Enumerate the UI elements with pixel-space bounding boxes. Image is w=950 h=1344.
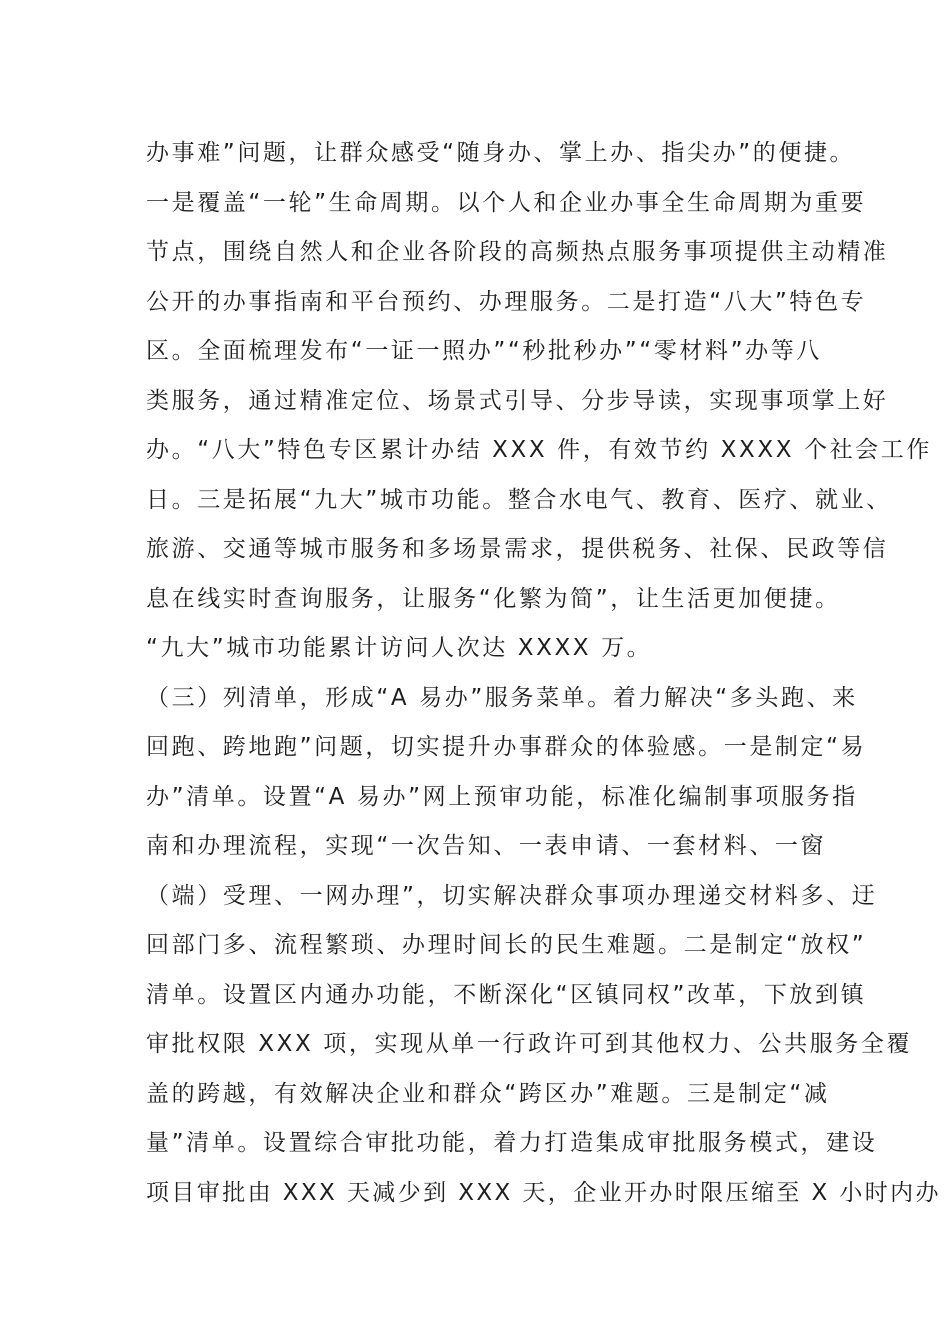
text-line: 审批权限 XXX 项，实现从单一行政许可到其他权力、公共服务全覆 xyxy=(146,1031,913,1057)
section-heading-line: （三）列清单，形成“A 易办”服务菜单。着力解决“多头跑、来 xyxy=(146,684,858,711)
text-line: 回跑、跨地跑”问题，切实提升办事群众的体验感。一是制定“易 xyxy=(146,734,867,760)
text-line: “九大”城市功能累计访问人次达 XXXX 万。 xyxy=(146,635,653,661)
text-line: 清单。设置区内通办功能，不断深化“区镇同权”改革，下放到镇 xyxy=(146,981,867,1008)
text-line: 项目审批由 XXX 天减少到 XXX 天，企业开办时限压缩至 X 小时内办 xyxy=(146,1179,941,1206)
text-line: 节点，围绕自然人和企业各阶段的高频热点服务事项提供主动精准 xyxy=(146,239,889,265)
text-line: （端）受理、一网办理”，切实解决群众事项办理递交材料多、迂 xyxy=(146,882,878,909)
text-line: 办事难”问题，让群众感受“随身办、掌上办、指尖办”的便捷。 xyxy=(146,140,856,166)
text-line: 办”清单。设置“A 易办”网上预审功能，标准化编制事项服务指 xyxy=(146,783,858,810)
text-line: 回部门多、流程繁琐、办理时间长的民生难题。二是制定“放权” xyxy=(146,932,867,958)
text-line: 一是覆盖“一轮”生命周期。以个人和企业办事全生命周期为重要 xyxy=(146,189,867,216)
text-line: 公开的办事指南和平台预约、办理服务。二是打造“八大”特色专 xyxy=(146,288,867,315)
text-line: 旅游、交通等城市服务和多场景需求，提供税务、社保、民政等信 xyxy=(146,536,889,562)
text-line: 量”清单。设置综合审批功能，着力打造集成审批服务模式，建设 xyxy=(146,1130,878,1156)
text-line: 日。三是拓展“九大”城市功能。整合水电气、教育、医疗、就业、 xyxy=(146,486,892,513)
text-line: 息在线实时查询服务，让服务“化繁为简”，让生活更加便捷。 xyxy=(146,585,841,612)
body-text xyxy=(146,129,941,1218)
text-line: 区。全面梳理发布“一证一照办”“秒批秒办”“零材料”办等八 xyxy=(146,338,822,364)
text-line: 类服务，通过精准定位、场景式引导、分步导读，实现事项掌上好 xyxy=(146,387,889,414)
text-line: 南和办理流程，实现“一次告知、一表申请、一套材料、一窗 xyxy=(146,833,827,859)
text-line: 办。“八大”特色专区累计办结 XXX 件，有效节约 XXXX 个社会工作 xyxy=(146,437,932,463)
text-line: 盖的跨越，有效解决企业和群众“跨区办”难题。三是制定“减 xyxy=(146,1080,830,1107)
